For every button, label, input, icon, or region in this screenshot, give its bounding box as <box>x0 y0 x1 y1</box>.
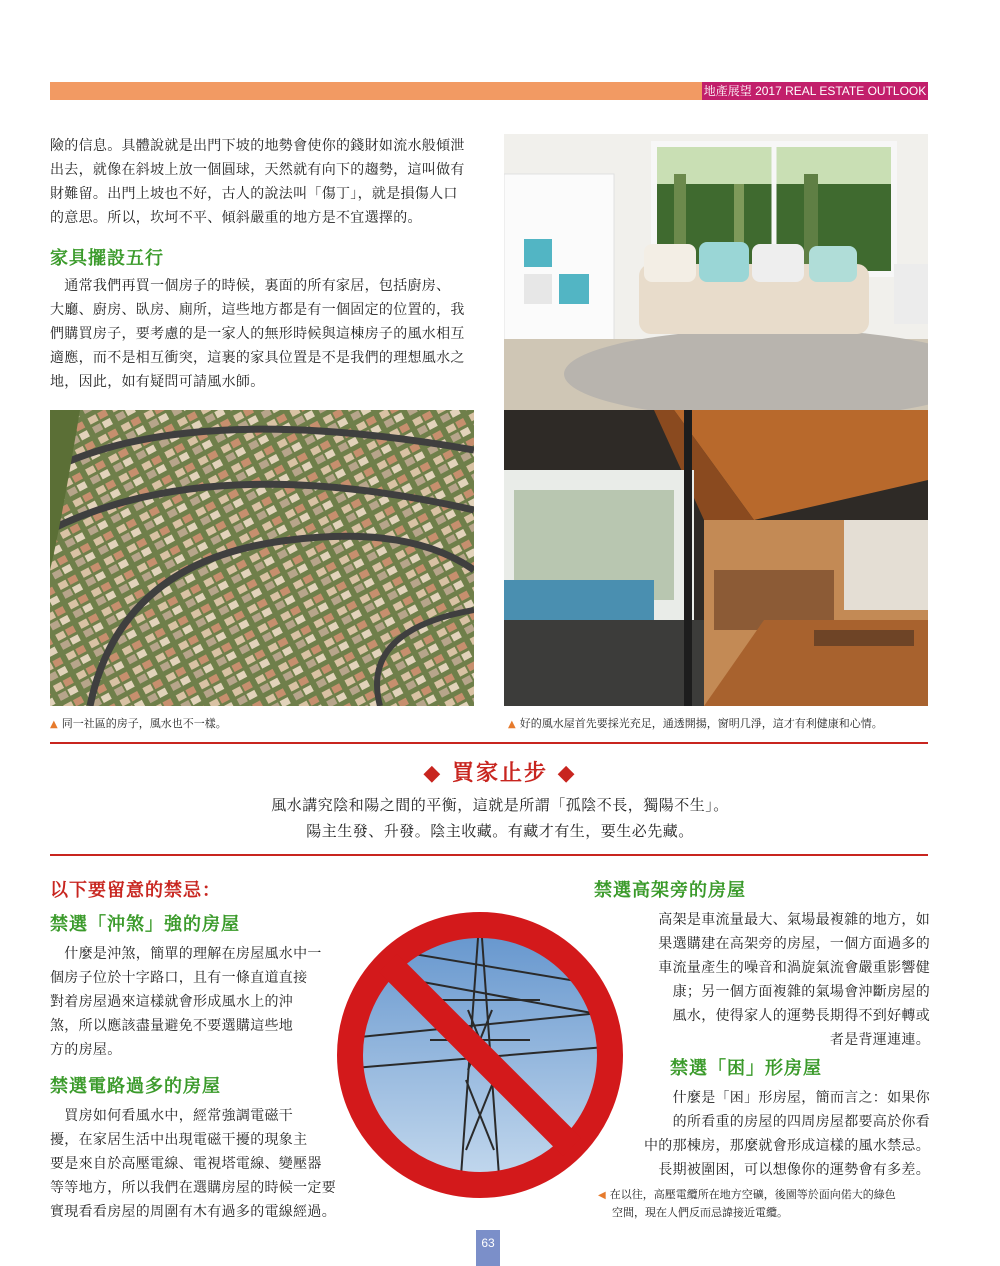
caption-tower: ◀ 在以往，高壓電纜所在地方空礦，後園等於面向偌大的綠色 空間，現在人們反而忌諱接近電纜。 <box>598 1188 896 1219</box>
header-accent-bar <box>50 82 702 100</box>
taboo-intro: 以下要留意的禁忌： <box>50 880 221 901</box>
heading-chongsha: 禁選「沖煞」強的房屋 <box>50 914 240 935</box>
aerial-neighbourhood-photo <box>50 410 474 706</box>
living-room-photo <box>504 114 928 410</box>
triangle-icon: ▲ <box>50 719 58 730</box>
section-heading-furniture: 家具擺設五行 <box>50 248 164 269</box>
chongsha-paragraph: 什麼是沖煞，簡單的理解在房屋風水中一 個房子位於十字路口，且有一條直道直接 對着房屋過來這樣就會形成風水上的沖 煞，所以應該盡量避免不要選購這些地 方的房屋。 <box>50 946 322 1058</box>
header-tag: 地產展望 2017 REAL ESTATE OUTLOOK <box>703 84 927 98</box>
caption-interior: ▲ 好的風水屋首先要採光充足，通透開揚，窗明几淨，這才有利健康和心情。 <box>508 717 883 730</box>
page-number: 63 <box>476 1230 500 1266</box>
center-line-2: 陽主生發、升發。陰主收藏。有藏才有生，要生必先藏。 <box>306 822 694 840</box>
divider-top <box>50 742 928 744</box>
triangle-left-icon: ◀ <box>598 1190 606 1201</box>
interior-pool-photo <box>504 410 928 706</box>
furniture-paragraph: 通常我們再買一個房子的時候，裏面的所有家居，包括廚房、 大廳、廚房、臥房、廁所，這些地方都是有一個固定的位置的，我 們購買房子，要考慮的是一家人的無形時候與這棟房子的風水相互 適應，而不是相互衝突，這裹的家具位置是不是我們的理想風水之 地，因此，如有疑問可請風水師。 <box>50 278 465 390</box>
buyer-stop-title: ◆ 買家止步 ◆ <box>423 761 577 786</box>
triangle-icon: ▲ <box>508 719 516 730</box>
center-line-1: 風水講究陰和陽之間的平衡，這就是所謂「孤陰不長，獨陽不生」。 <box>271 796 729 814</box>
divider-bottom <box>50 854 928 856</box>
kun-shape-paragraph: 什麼是「困」形房屋，簡而言之：如果你 的所看重的房屋的四周房屋都要高於你看 中的那棟房，那麼就會形成這樣的風水禁忌。 長期被圍困，可以想像你的運勢會有多差。 <box>644 1090 930 1178</box>
intro-paragraph: 險的信息。具體說就是出門下坡的地勢會使你的錢財如流水般傾泄 出去，就像在斜坡上放一個圓球，天然就有向下的趨勢，這叫做有 財難留。出門上坡也不好，古人的說法叫「傷丁」，就是損傷人口 的意思。所以，坎坷不平、傾斜嚴重的地方是不宜選擇的。 <box>50 138 465 226</box>
heading-power-lines: 禁選電路過多的房屋 <box>50 1076 221 1097</box>
overpass-paragraph: 高架是車流量最大、氣場最複雜的地方，如 果選購建在高架旁的房屋，一個方面過多的 車流量產生的噪音和渦旋氣流會嚴重影響健 康；另一個方面複雜的氣場會沖斷房屋的 風水，使得家人的運勢長期得不到好轉或 者是背運連連。 <box>658 912 930 1048</box>
no-pylon-illustration <box>330 870 630 1240</box>
heading-overpass: 禁選高架旁的房屋 <box>594 880 746 901</box>
heading-kun-shape: 禁選「困」形房屋 <box>670 1058 822 1079</box>
caption-aerial: ▲ 同一社區的房子，風水也不一樣。 <box>50 717 227 730</box>
power-lines-paragraph: 買房如何看風水中，經常強調電磁干 擾，在家居生活中出現電磁干擾的現象主 要是來自於高壓電線、電視塔電線、變壓器 等等地方，所以我們在選購房屋的時候一定要 實現看看房屋的周圍有木有過多的電線經過。 <box>50 1108 336 1220</box>
